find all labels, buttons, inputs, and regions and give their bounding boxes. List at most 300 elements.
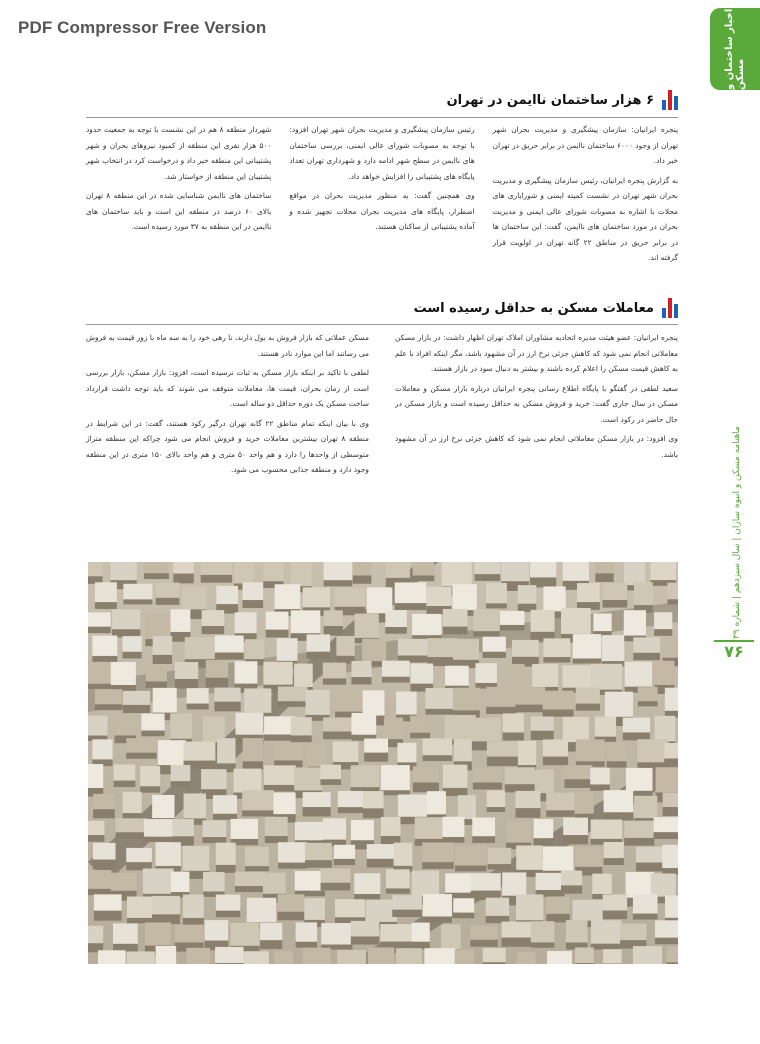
building-roof (263, 562, 283, 581)
building-roof (592, 874, 611, 894)
building-roof (654, 612, 672, 629)
building-facade (543, 657, 570, 662)
building-facade (543, 757, 568, 766)
building-roof (546, 793, 574, 811)
building-roof (111, 662, 136, 685)
building-roof (593, 613, 611, 631)
building-roof (453, 898, 474, 912)
building-roof (145, 614, 168, 639)
building-roof (291, 610, 321, 633)
building-facade (443, 788, 468, 796)
building-roof (172, 819, 194, 836)
building-roof (245, 847, 269, 866)
building-roof (171, 609, 191, 632)
building-roof (294, 767, 322, 790)
building-roof (216, 586, 238, 604)
building-facade (515, 705, 545, 713)
article2-c2-p2: لطفی با تاکید بر اینکه بازار مسکن به ثبات نرسیده است، افزود: بازار مسکن، بازار بررسی است از زمان بحران، قیمت ها، معاملات متوقف می شوند که باید توجه داشت قرارداد ساخت مسکن یک دوره حداقل دو ساله است. (86, 368, 369, 408)
building-roof (115, 715, 136, 736)
building-facade (664, 759, 678, 765)
building-facade (487, 757, 518, 766)
building-roof (575, 947, 594, 963)
building-roof (605, 692, 633, 717)
building-facade (543, 710, 574, 717)
building-roof (563, 818, 588, 835)
article1-c1-p2: به گزارش پنجره ایرانیان، رئیس سازمان پیشگیری و مدیریت بحران شهر تهران در نشست کمیته ایمنی و شورایاری های محلات با اشاره به مصوبات شورای عالی ایمنی و مدیریت بحران در مورد ساختمان های ناایمن، گفت: این ساختمان ها در برابر حریق در مناطق ۲۲ گانه تهران در اولویت قرار گرفته اند. (492, 175, 678, 262)
building-roof (473, 609, 499, 631)
building-roof (633, 946, 662, 964)
building-facade (171, 781, 191, 786)
building-facade (412, 942, 430, 949)
building-roof (654, 817, 678, 832)
building-roof (651, 873, 676, 896)
building-roof (184, 742, 216, 761)
building-roof (205, 920, 229, 940)
building-facade (638, 701, 658, 706)
building-facade (603, 911, 627, 920)
building-roof (303, 792, 331, 807)
building-roof (245, 639, 264, 659)
building-roof (127, 896, 154, 917)
building-roof (396, 692, 417, 715)
building-roof (277, 638, 298, 661)
building-facade (515, 808, 540, 818)
building-roof (144, 562, 169, 573)
building-facade (380, 942, 412, 949)
building-roof (518, 585, 536, 604)
aerial-city-photo (88, 562, 678, 964)
magazine-side-label (728, 400, 746, 670)
building-roof (422, 842, 453, 862)
building-roof (231, 819, 258, 839)
building-roof (576, 739, 605, 761)
building-roof (575, 792, 594, 814)
building-roof (303, 948, 331, 964)
building-roof (650, 562, 676, 580)
building-roof (501, 562, 529, 581)
building-roof (111, 873, 137, 891)
building-facade (364, 753, 388, 762)
building-roof (634, 582, 653, 605)
building-roof (265, 817, 288, 836)
building-facade (140, 786, 160, 792)
building-facade (126, 753, 156, 759)
magazine-side-text: ماهنامه مسکن و انبوه سازان | سال سیزدهم | شماره ۱۳۹ (732, 426, 742, 644)
building-facade (323, 678, 346, 684)
building-roof (595, 717, 616, 737)
building-facade (667, 599, 678, 604)
article2-column-1 (395, 330, 678, 556)
building-roof (515, 687, 545, 705)
building-roof (230, 923, 259, 946)
building-roof (488, 848, 512, 864)
building-roof (127, 951, 155, 964)
building-facade (93, 860, 116, 870)
building-roof (88, 870, 111, 889)
building-roof (94, 894, 122, 910)
building-facade (278, 912, 305, 921)
article1-c3-p1: شهردار منطقه ۸ هم در این نشست با توجه به جمعیت حدود ۵۰۰ هزار نفری این منطقه از کمبود نیروهای بحران و شهر پشتیبانی این منطقه خبر داد و درخواست کرد در انتخاب شهر پشتیبان این منطقه از خواستار شد. (86, 125, 272, 181)
building-roof (412, 614, 441, 635)
building-roof (170, 713, 192, 739)
building-roof (295, 822, 324, 840)
building-roof (423, 894, 452, 917)
building-roof (472, 818, 495, 837)
building-roof (202, 820, 226, 837)
building-roof (516, 894, 543, 920)
building-roof (475, 663, 496, 683)
building-roof (158, 740, 186, 765)
building-facade (266, 630, 289, 638)
building-facade (296, 942, 317, 948)
building-roof (486, 898, 509, 916)
building-roof (413, 562, 435, 575)
building-facade (243, 761, 263, 769)
building-roof (335, 588, 365, 607)
building-facade (486, 707, 516, 714)
building-roof (290, 562, 311, 586)
building-roof (386, 869, 410, 888)
building-roof (595, 562, 613, 573)
side-tab-label: اخبار ساختمان و مسکن (724, 8, 746, 90)
building-roof (531, 717, 554, 731)
building-roof (351, 713, 376, 735)
building-roof (445, 873, 473, 892)
building-roof (531, 921, 555, 942)
building-facade (95, 704, 122, 710)
building-facade (215, 653, 244, 660)
building-facade (474, 574, 500, 581)
building-roof (662, 845, 678, 868)
building-facade (590, 784, 610, 790)
building-roof (307, 634, 331, 651)
building-facade (215, 963, 244, 964)
building-roof (655, 716, 676, 742)
building-facade (146, 681, 167, 687)
building-roof (186, 948, 210, 964)
building-facade (561, 885, 582, 893)
building-facade (410, 733, 430, 739)
building-facade (607, 761, 627, 767)
building-roof (156, 946, 177, 964)
building-roof (303, 587, 330, 607)
building-roof (543, 638, 570, 657)
building-roof (296, 922, 317, 941)
building-roof (153, 688, 177, 713)
building-roof (382, 661, 410, 677)
article1-divider (86, 117, 678, 118)
building-facade (201, 575, 232, 583)
building-facade (453, 913, 474, 919)
building-roof (381, 817, 401, 836)
building-facade (563, 835, 588, 844)
article2-c1-p1: پنجره ایرانیان: عضو هیئت مدیره اتحادیه مشاوران املاک تهران اظهار داشت: در بازار مسکن معاملاتی انجام نمی شود که کاهش جزئی نرخ ارز در آن مشهود باشد، مگر اینکه افراد با علم به کاهش قیمت مسکن را اعلام کرده باشند و بیشتر به دنبال سود در بازار هستند. (395, 333, 678, 373)
building-roof (183, 895, 204, 918)
building-facade (245, 866, 269, 871)
building-roof (275, 584, 301, 609)
article2-column-2 (86, 330, 369, 556)
building-facade (242, 810, 274, 816)
building-roof (576, 688, 600, 704)
building-roof (242, 582, 263, 600)
building-roof (603, 894, 627, 910)
building-roof (273, 793, 295, 815)
building-roof (411, 664, 434, 684)
building-roof (324, 610, 343, 626)
building-roof (561, 871, 582, 886)
building-roof (202, 610, 224, 626)
building-roof (264, 765, 296, 785)
building-roof (333, 741, 359, 762)
building-roof (458, 795, 476, 819)
building-facade (483, 962, 506, 964)
building-facade (486, 603, 507, 608)
building-roof (114, 764, 136, 780)
building-facade (483, 652, 506, 658)
building-roof (483, 637, 506, 652)
building-roof (171, 872, 189, 892)
building-roof (308, 744, 327, 767)
building-roof (486, 687, 516, 707)
building-roof (351, 921, 380, 937)
building-roof (201, 769, 226, 789)
building-facade (633, 914, 658, 920)
building-roof (334, 845, 355, 859)
building-facade (395, 603, 427, 610)
building-roof (321, 923, 352, 945)
building-facade (242, 600, 263, 608)
building-roof (354, 873, 380, 894)
building-facade (93, 809, 115, 818)
building-roof (295, 871, 325, 891)
building-facade (305, 860, 332, 868)
building-facade (291, 735, 312, 742)
building-roof (203, 872, 225, 891)
building-facade (307, 652, 331, 659)
building-facade (633, 653, 660, 660)
article1-c2-p1: رئیس سازمان پیشگیری و مدیریت بحران شهر تهران افزود: با توجه به مصوبات شورای عالی ایمنی، بررسی ساختمان های ناایمن در سطح شهر ادامه دارد و شهرداری تهران تعداد پایگاه های پشتیبانی را افزایش خواهد داد. (289, 125, 475, 181)
building-roof (427, 791, 446, 814)
building-facade (216, 911, 240, 917)
building-facade (473, 783, 502, 790)
building-roof (216, 843, 236, 865)
building-facade (303, 807, 331, 816)
building-roof (336, 636, 354, 656)
building-roof (88, 716, 107, 736)
building-facade (636, 863, 665, 872)
article1-column-2 (289, 122, 474, 288)
building-facade (88, 627, 111, 633)
building-roof (500, 611, 524, 625)
building-facade (382, 677, 410, 683)
building-roof (323, 717, 355, 731)
building-facade (604, 858, 624, 865)
bar-chart-icon (662, 90, 678, 110)
building-roof (88, 562, 103, 576)
article1-c3-p2: ساختمان های ناایمن شناسایی شده در این منطقه ۸ تهران بالای ۶۰ درصد در منطقه این است و باید ساختمان های ناایمن در این منطقه به ۳۷ مورد رسیده است. (86, 191, 272, 231)
building-roof (144, 819, 174, 837)
building-roof (504, 664, 525, 687)
building-roof (453, 688, 480, 711)
building-facade (214, 702, 240, 712)
building-roof (506, 822, 531, 843)
building-roof (123, 636, 142, 652)
building-roof (116, 818, 147, 832)
building-roof (335, 899, 365, 917)
article2-c1-p3: وی افزود: در بازار مسکن معاملاتی انجام نمی شود که کاهش جزئی نرخ ارز در آن مشهود باشد. (395, 434, 678, 459)
building-facade (425, 709, 455, 715)
building-roof (215, 947, 244, 963)
building-roof (185, 637, 215, 659)
building-facade (654, 832, 678, 839)
building-facade (500, 625, 524, 630)
building-facade (156, 598, 180, 605)
building-roof (546, 896, 569, 913)
building-facade (487, 807, 505, 812)
building-roof (575, 847, 602, 867)
building-facade (338, 807, 364, 813)
building-facade (575, 963, 594, 964)
building-roof (624, 610, 646, 635)
building-roof (88, 764, 103, 788)
building-roof (175, 925, 204, 943)
building-roof (335, 688, 364, 711)
building-roof (423, 738, 452, 755)
building-facade (153, 655, 172, 664)
building-roof (264, 716, 295, 734)
building-facade (95, 602, 117, 609)
building-roof (577, 583, 600, 602)
building-roof (146, 665, 167, 681)
building-roof (88, 612, 111, 626)
section-side-tab (710, 8, 760, 90)
building-facade (278, 701, 308, 707)
building-roof (427, 587, 452, 606)
building-roof (291, 717, 312, 735)
building-roof (323, 663, 346, 679)
building-facade (175, 679, 198, 689)
article1-column-1 (493, 122, 678, 288)
building-roof (182, 587, 206, 610)
article2-title: معاملات مسکن به حداقل رسیده است (413, 300, 654, 316)
building-roof (562, 665, 590, 687)
building-roof (143, 868, 174, 893)
building-roof (368, 947, 395, 964)
building-roof (633, 637, 660, 652)
building-roof (395, 582, 427, 603)
building-roof (216, 895, 240, 911)
building-roof (664, 743, 678, 759)
building-roof (518, 741, 536, 765)
building-roof (126, 738, 156, 753)
building-roof (515, 791, 540, 808)
building-roof (487, 790, 505, 807)
building-facade (141, 731, 164, 737)
building-roof (536, 873, 565, 890)
building-facade (123, 652, 142, 659)
building-roof (123, 792, 142, 813)
building-facade (502, 938, 534, 947)
building-roof (543, 691, 574, 710)
building-roof (305, 690, 329, 715)
building-roof (452, 584, 477, 610)
building-roof (235, 713, 263, 735)
building-roof (471, 873, 501, 890)
building-roof (206, 660, 228, 678)
building-facade (173, 574, 193, 584)
building-roof (367, 844, 398, 859)
building-roof (396, 948, 422, 964)
building-roof (591, 664, 623, 690)
building-facade (235, 886, 266, 892)
building-roof (156, 583, 180, 598)
building-roof (425, 688, 455, 709)
building-roof (278, 842, 307, 862)
building-facade (413, 783, 439, 793)
building-roof (624, 821, 654, 838)
building-roof (543, 586, 565, 611)
building-roof (364, 739, 388, 753)
building-facade (123, 705, 150, 713)
building-roof (663, 637, 678, 658)
building-roof (244, 688, 271, 712)
building-roof (667, 583, 678, 600)
building-roof (483, 948, 506, 962)
building-facade (88, 835, 104, 842)
building-facade (534, 838, 554, 845)
building-facade (423, 917, 452, 923)
building-facade (351, 936, 380, 944)
building-roof (304, 898, 325, 920)
building-roof (665, 688, 678, 711)
building-facade (655, 938, 678, 944)
building-roof (517, 952, 536, 964)
building-roof (217, 738, 235, 763)
building-roof (531, 610, 555, 632)
building-facade (576, 704, 600, 711)
building-roof (503, 713, 524, 732)
building-roof (244, 951, 269, 964)
article1-body (86, 122, 678, 288)
building-facade (455, 866, 486, 872)
building-facade (202, 626, 224, 634)
building-roof (320, 765, 341, 780)
building-roof (543, 739, 568, 756)
building-roof (93, 794, 115, 809)
building-roof (113, 923, 138, 943)
building-roof (152, 896, 180, 914)
article1-column-3 (86, 122, 271, 288)
building-roof (367, 587, 393, 613)
building-facade (94, 911, 122, 921)
building-roof (502, 922, 534, 938)
building-facade (265, 836, 288, 843)
building-facade (324, 580, 353, 586)
building-facade (351, 677, 371, 684)
building-roof (112, 609, 140, 629)
building-roof (338, 791, 364, 807)
building-facade (392, 910, 422, 917)
building-roof (573, 634, 601, 658)
building-roof (637, 739, 668, 762)
building-roof (95, 582, 117, 602)
building-roof (385, 610, 406, 627)
building-facade (260, 940, 282, 949)
building-facade (321, 883, 351, 891)
building-roof (242, 790, 274, 810)
building-roof (351, 765, 380, 787)
building-roof (394, 843, 413, 866)
